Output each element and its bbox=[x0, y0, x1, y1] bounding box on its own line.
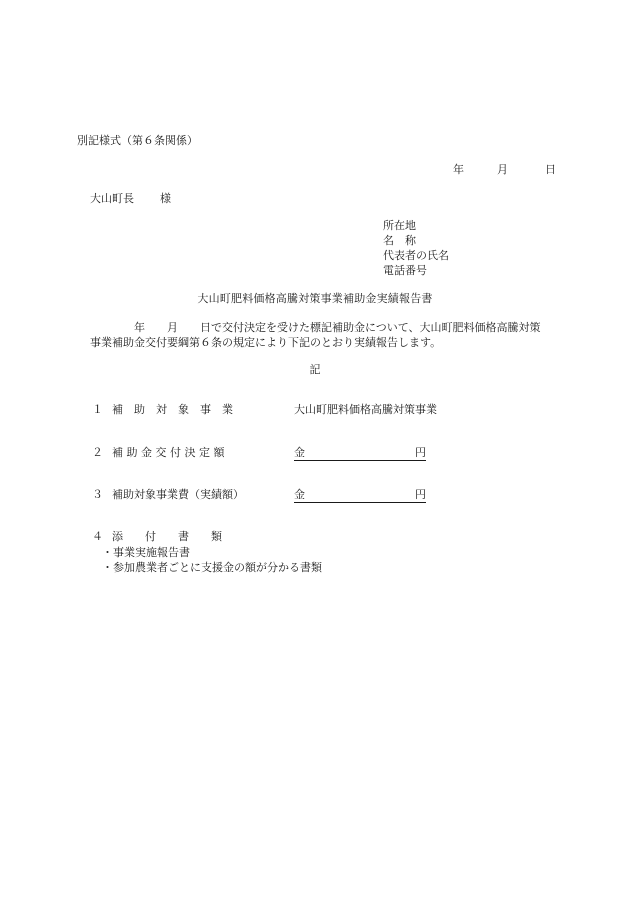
item-number-2: ２ bbox=[92, 446, 103, 459]
item-label-4: 添 付 書 類 bbox=[112, 530, 222, 543]
item-number-3: ３ bbox=[92, 488, 103, 501]
date-day: 日 bbox=[545, 163, 556, 176]
attachment-item: ・参加農業者ごとに支援金の額が分かる書類 bbox=[102, 561, 322, 574]
form-label: 別記様式（第６条関係） bbox=[77, 134, 198, 147]
date-month: 月 bbox=[497, 163, 508, 176]
amount-underline-2 bbox=[294, 446, 426, 461]
body-line-1: 年 月 日で交付決定を受けた標記補助金について、大山町肥料価格高騰対策 bbox=[134, 321, 541, 334]
applicant-field-address: 所在地 bbox=[383, 219, 416, 232]
applicant-field-phone: 電話番号 bbox=[383, 264, 427, 277]
applicant-block bbox=[383, 218, 449, 278]
addressee-name: 大山町長 bbox=[90, 192, 134, 205]
body-text bbox=[90, 320, 560, 350]
item-number-1: １ bbox=[92, 403, 103, 416]
applicant-field-representative: 代表者の氏名 bbox=[383, 249, 449, 262]
item-number-4: ４ bbox=[92, 530, 103, 543]
item-label-3: 補助対象事業費（実績額） bbox=[112, 488, 244, 501]
body-line-2: 事業補助金交付要綱第６条の規定により下記のとおり実績報告します。 bbox=[90, 336, 442, 349]
amount-suffix-3: 円 bbox=[415, 488, 426, 501]
date-year: 年 bbox=[453, 163, 464, 176]
item-label-2: 補 助 金 交 付 決 定 額 bbox=[112, 446, 225, 459]
item-value-1: 大山町肥料価格高騰対策事業 bbox=[294, 403, 437, 416]
addressee bbox=[90, 192, 171, 206]
item-label-1: 補 助 対 象 事 業 bbox=[112, 403, 233, 416]
item-value-3 bbox=[294, 488, 426, 503]
addressee-honorific: 様 bbox=[160, 192, 171, 205]
ki-heading: 記 bbox=[309, 363, 321, 376]
document-title: 大山町肥料価格高騰対策事業補助金実績報告書 bbox=[197, 292, 433, 305]
amount-prefix-3: 金 bbox=[294, 488, 305, 501]
amount-suffix-2: 円 bbox=[415, 446, 426, 459]
amount-prefix-2: 金 bbox=[294, 446, 305, 459]
attachment-item: ・事業実施報告書 bbox=[102, 546, 190, 559]
item-value-2 bbox=[294, 446, 426, 461]
applicant-field-name: 名 称 bbox=[383, 234, 416, 247]
attachment-list bbox=[102, 545, 322, 575]
amount-underline-3 bbox=[294, 488, 426, 503]
